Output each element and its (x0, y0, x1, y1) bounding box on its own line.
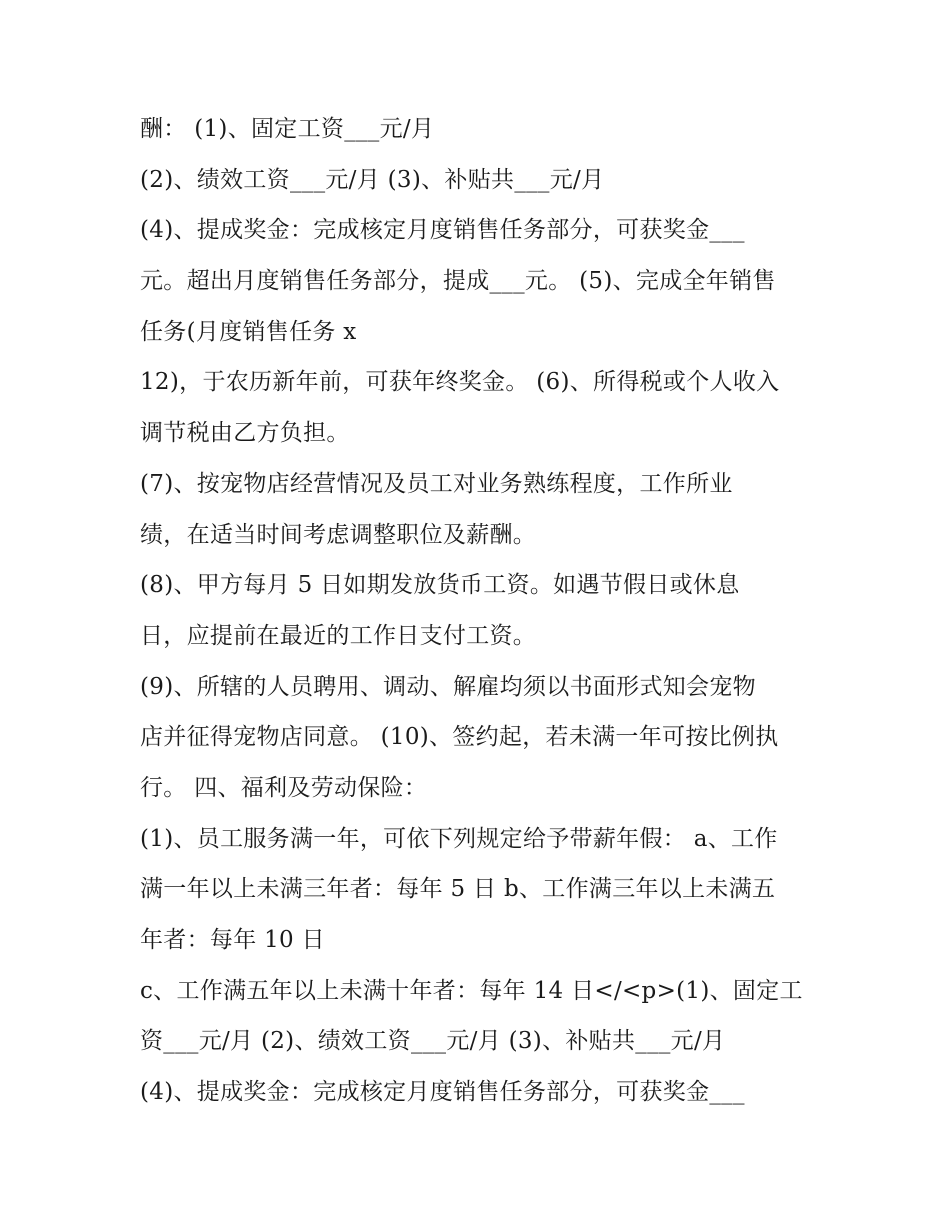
text-line: (4)、提成奖金：完成核定月度销售任务部分，可获奖金___ (140, 1079, 745, 1106)
text-line: c、工作满五年以上未满十年者：每年 14 日</<p>(1)、固定工 (140, 977, 803, 1004)
text-line: (4)、提成奖金：完成核定月度销售任务部分，可获奖金___ (140, 217, 745, 244)
text-line: (9)、所辖的人员聘用、调动、解雇均须以书面形式知会宠物 (140, 673, 756, 700)
text-line: (7)、按宠物店经营情况及员工对业务熟练程度，工作所业 (140, 470, 733, 497)
text-line: 年者：每年 10 日 (140, 927, 325, 953)
text-line: 绩，在适当时间考虑调整职位及薪酬。 (140, 521, 537, 548)
text-line: 日，应提前在最近的工作日支付工资。 (140, 622, 537, 649)
text-line: 行。 四、福利及劳动保险： (140, 774, 428, 801)
text-line: 元。超出月度销售任务部分，提成___元。 (5)、完成全年销售 (140, 268, 776, 295)
text-line: (1)、员工服务满一年，可依下列规定给予带薪年假： a、工作 (140, 825, 778, 852)
text-line: 店并征得宠物店同意。 (10)、签约起，若未满一年可按比例执 (140, 724, 779, 751)
text-line: 任务(月度销售任务 x (140, 318, 357, 345)
text-line: 资___元/月 (2)、绩效工资___元/月 (3)、补贴共___元/月 (140, 1028, 726, 1055)
text-line: 调节税由乙方负担。 (140, 420, 350, 447)
text-line: 酬： (1)、固定工资___元/月 (140, 116, 435, 142)
text-line: (8)、甲方每月 5 日如期发放货币工资。如遇节假日或休息 (140, 572, 740, 599)
text-line: 12)，于农历新年前，可获年终奖金。 (6)、所得税或个人收入 (140, 369, 780, 396)
document-body (140, 104, 840, 1118)
text-line: (2)、绩效工资___元/月 (3)、补贴共___元/月 (140, 166, 605, 193)
text-line: 满一年以上未满三年者：每年 5 日 b、工作满三年以上未满五 (140, 876, 776, 903)
